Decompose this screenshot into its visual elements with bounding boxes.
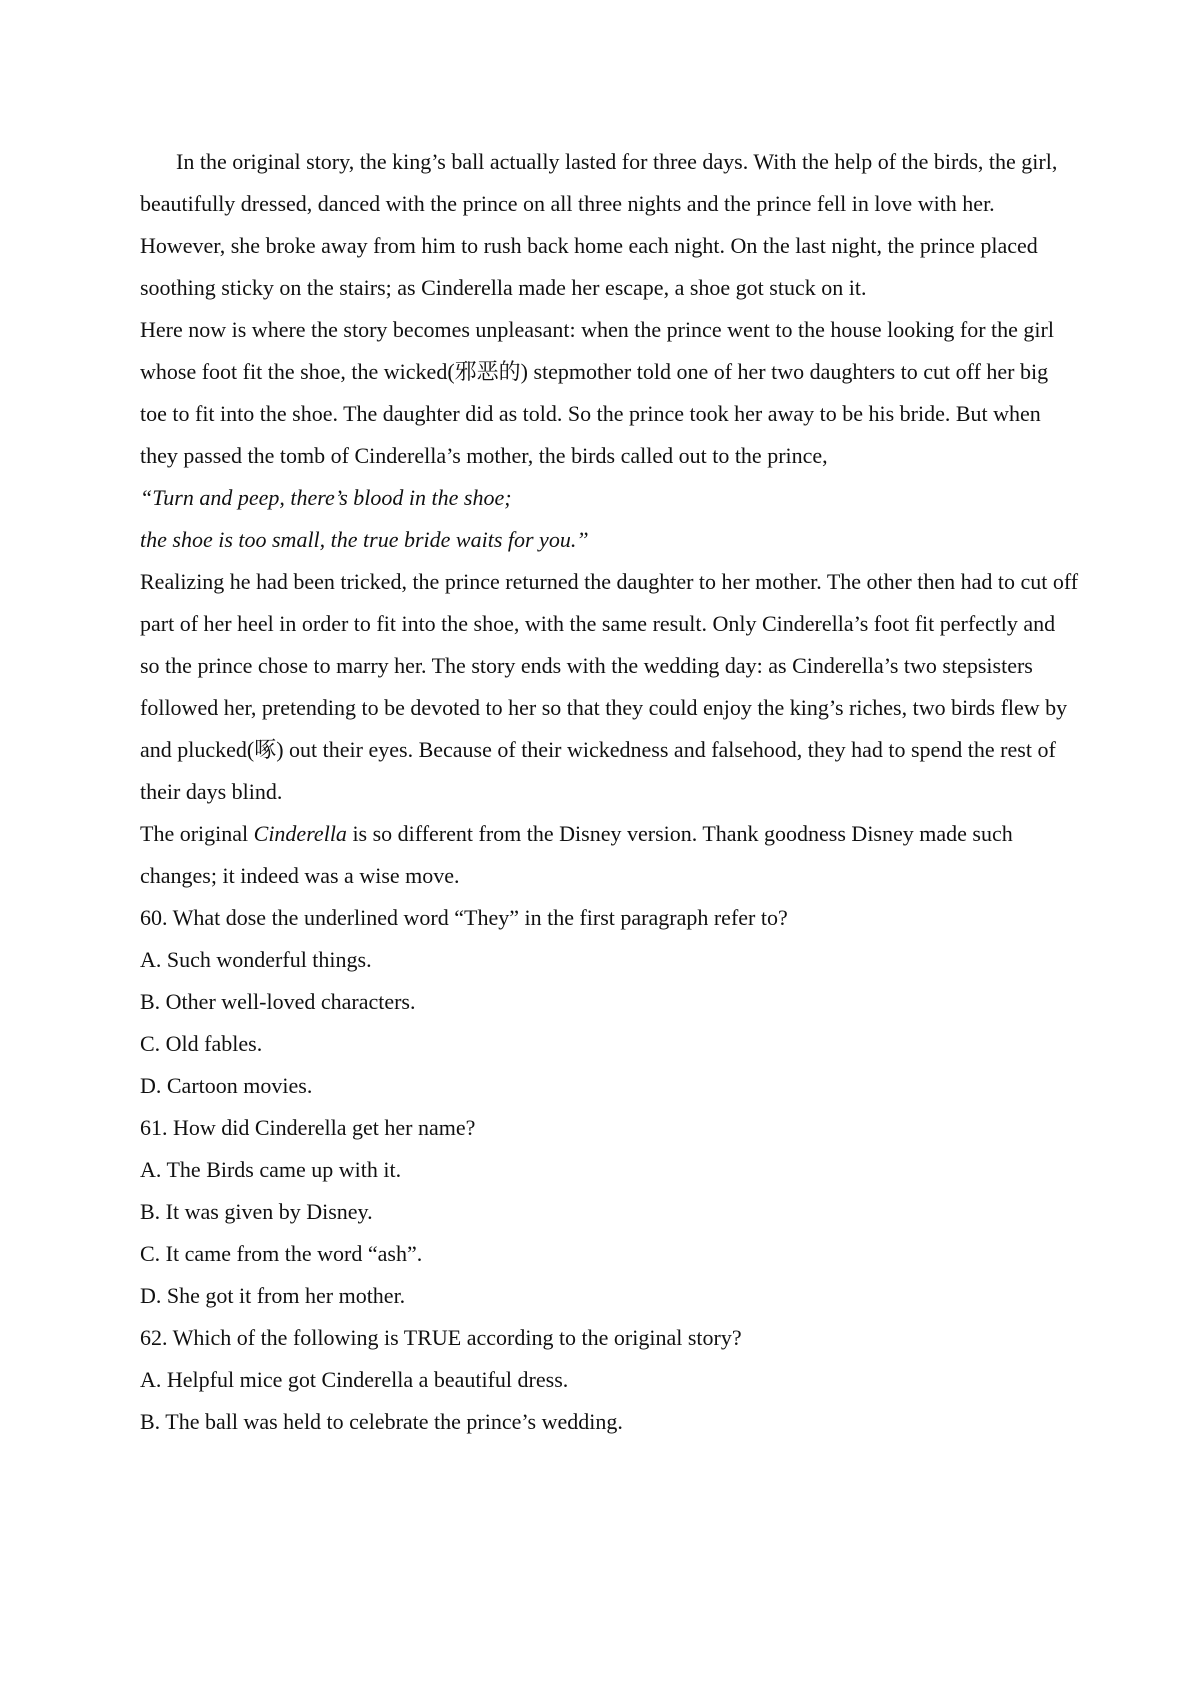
option-b: B. Other well-loved characters.: [140, 989, 416, 1014]
question-stem: 60. What dose the underlined word “They” in the first paragraph refer to?: [140, 905, 788, 930]
question-stem: 62. Which of the following is TRUE according to the original story?: [140, 1325, 742, 1350]
option-a: A. The Birds came up with it.: [140, 1157, 402, 1182]
option-a: A. Such wonderful things.: [140, 947, 372, 972]
question-60: [140, 897, 1080, 1107]
option-b: B. The ball was held to celebrate the prince’s wedding.: [140, 1409, 623, 1434]
option-c: C. Old fables.: [140, 1031, 263, 1056]
question-stem: 61. How did Cinderella get her name?: [140, 1115, 476, 1140]
option-c: C. It came from the word “ash”.: [140, 1241, 423, 1266]
document-page: [140, 141, 1080, 1443]
paragraph-4-end: is so different from the Disney version. Thank goodness Disney made such changes; it indeed was a wise move.: [140, 821, 1013, 888]
option-a: A. Helpful mice got Cinderella a beautiful dress.: [140, 1367, 569, 1392]
poem-line-2: the shoe is too small, the true bride waits for you.”: [140, 527, 589, 552]
option-b: B. It was given by Disney.: [140, 1199, 373, 1224]
paragraph-1: In the original story, the king’s ball actually lasted for three days. With the help of the birds, the girl, beautifully dressed, danced with the prince on all three nights and the prince fell in love with her. However, she broke away from him to rush back home each night. On the last night, the prince placed soothing sticky on the stairs; as Cinderella made her escape, a shoe got stuck on it.: [140, 149, 1058, 300]
option-d: D. She got it from her mother.: [140, 1283, 406, 1308]
option-d: D. Cartoon movies.: [140, 1073, 313, 1098]
question-61: [140, 1107, 1080, 1317]
paragraph-2: Here now is where the story becomes unpleasant: when the prince went to the house looking for the girl whose foot fit the shoe, the wicked(邪恶的) stepmother told one of her two daughters to cut off her big toe to fit into the shoe. The daughter did as told. So the prince took her away to be his bride. But when they passed the tomb of Cinderella’s mother, the birds called out to the prince,: [140, 317, 1054, 468]
paragraph-4-title: Cinderella: [253, 821, 347, 846]
poem-line-1: “Turn and peep, there’s blood in the shoe;: [140, 485, 512, 510]
paragraph-4-start: The original: [140, 821, 254, 846]
question-62: [140, 1317, 1080, 1443]
paragraph-3: Realizing he had been tricked, the prince returned the daughter to her mother. The other then had to cut off part of her heel in order to fit into the shoe, with the same result. Only Cinderella’s foot fit perfectly and so the prince chose to marry her. The story ends with the wedding day: as Cinderella’s two stepsisters followed her, pretending to be devoted to her so that they could enjoy the king’s riches, two birds flew by and plucked(啄) out their eyes. Because of their wickedness and falsehood, they had to spend the rest of their days blind.: [140, 569, 1079, 804]
paragraph-4: [140, 813, 1080, 897]
